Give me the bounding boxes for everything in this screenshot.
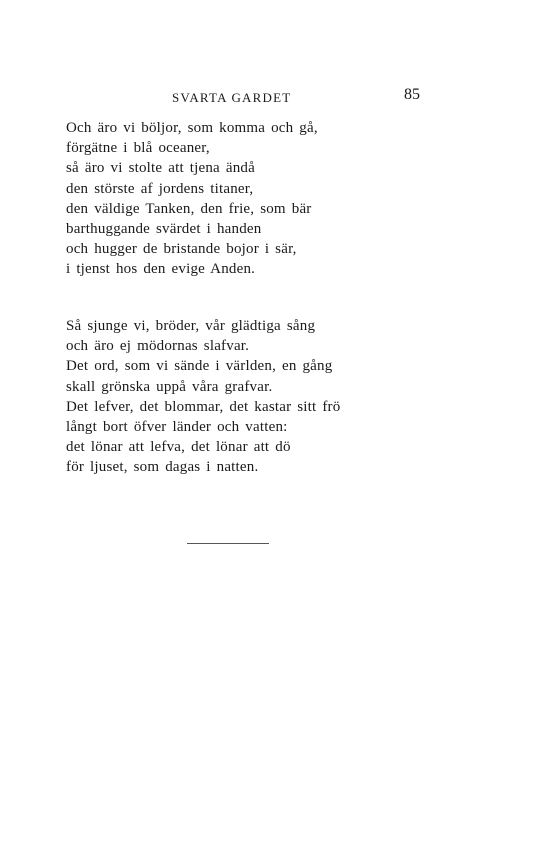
poem-line: förgätne i blå oceaner, (66, 140, 210, 157)
poem-line: Så sjunge vi, bröder, vår glädtiga sång (66, 318, 316, 334)
poem-line: så äro vi stolte att tjena ändå (66, 160, 255, 177)
poem-line: den väldige Tanken, den frie, som bär (66, 200, 312, 217)
poem-line: skall grönska uppå våra grafvar. (66, 378, 273, 395)
poem-line: Och äro vi böljor, som komma och gå, (66, 120, 318, 136)
running-title: SVARTA GARDET (172, 90, 292, 105)
stanza-2 (66, 316, 340, 478)
stanza-1 (66, 118, 318, 280)
page-number: 85 (404, 86, 420, 103)
poem-line: det lönar att lefva, det lönar att dö (66, 439, 291, 456)
poem-line: Det ord, som vi sände i världen, en gång (66, 358, 333, 375)
poem-line: barthuggande svärdet i handen (66, 221, 262, 238)
poem-line: och äro ej mödornas slafvar. (66, 338, 250, 355)
poem-line: i tjenst hos den evige Anden. (66, 261, 256, 278)
poem-line: långt bort öfver länder och vatten: (66, 419, 288, 436)
poem-line: och hugger de bristande bojor i sär, (66, 241, 297, 258)
poem-line: Det lefver, det blommar, det kastar sitt frö (66, 398, 341, 415)
end-rule-divider (187, 543, 269, 544)
poem-line: den störste af jordens titaner, (66, 180, 254, 197)
poem-line: för ljuset, som dagas i natten. (66, 459, 259, 476)
